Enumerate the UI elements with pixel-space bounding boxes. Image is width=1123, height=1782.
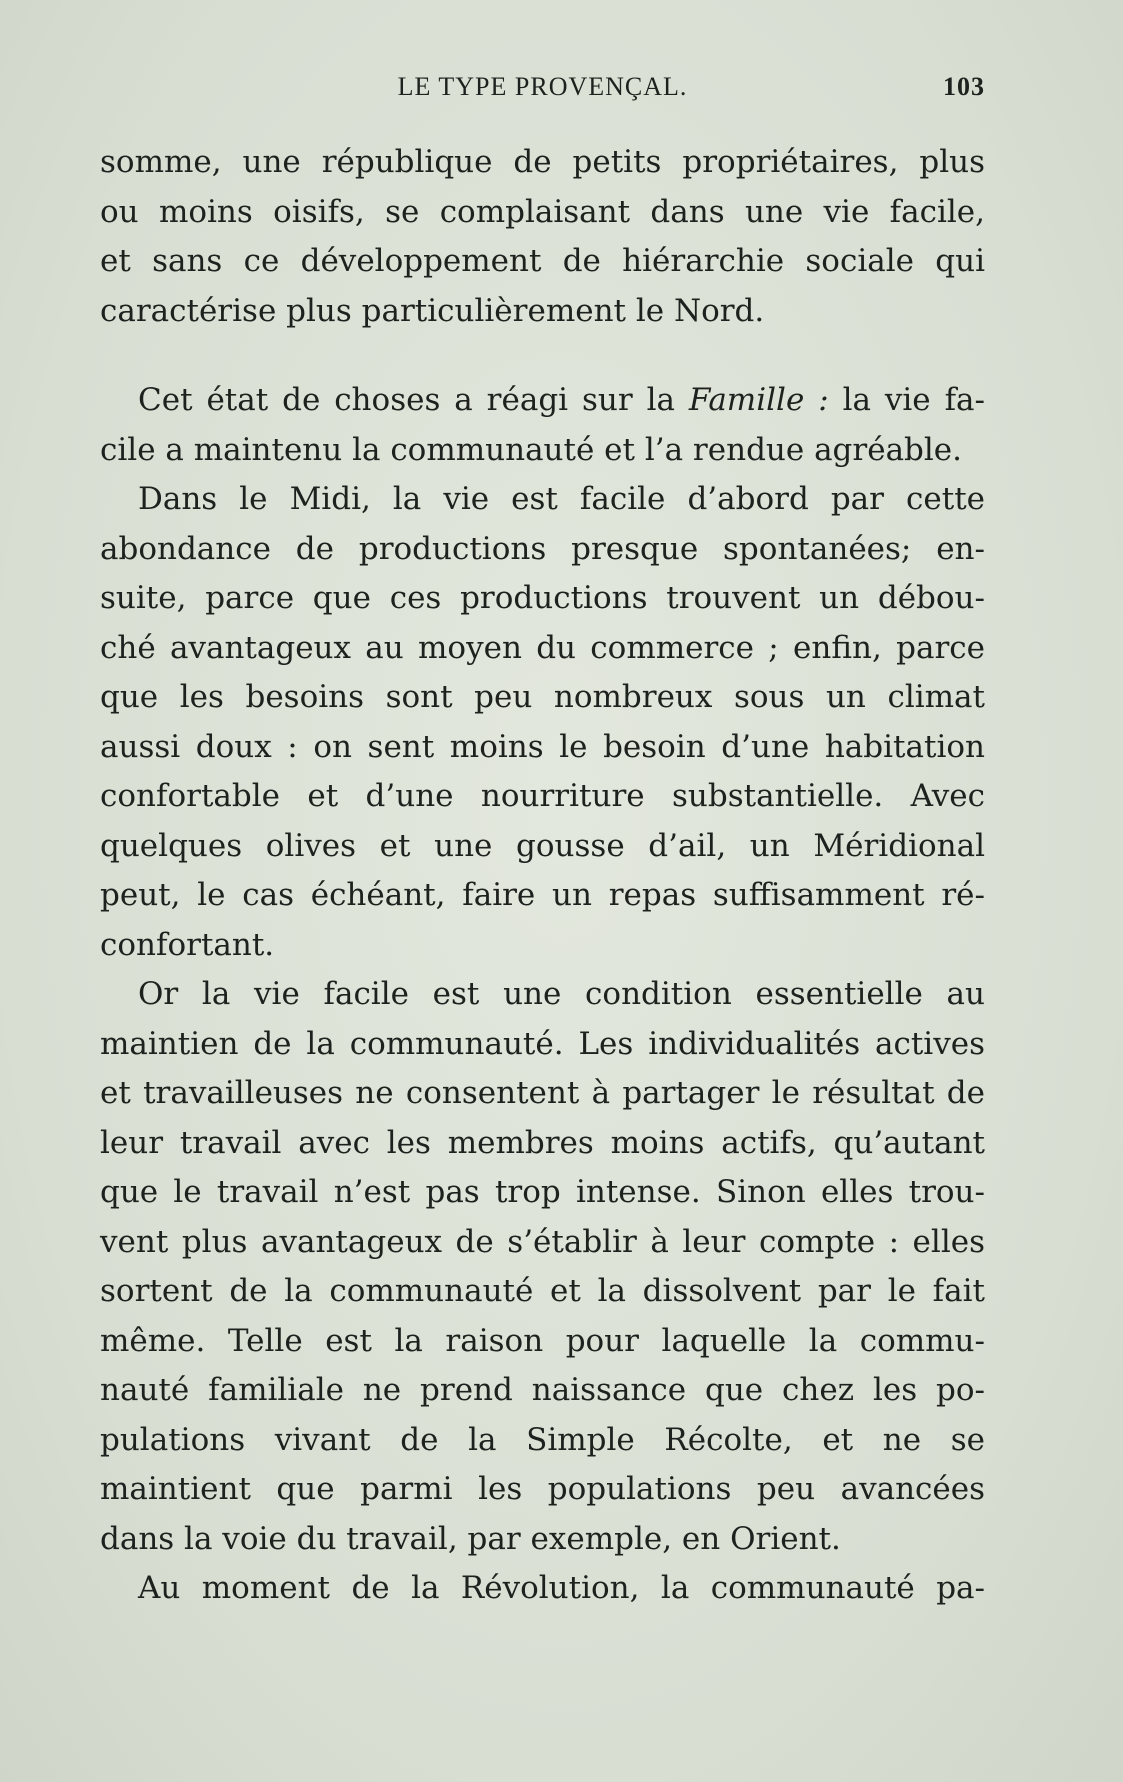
paragraph-4-line-12: dans la voie du travail, par exemple, en Orient.: [100, 1520, 841, 1557]
paragraph-3-line-7: confortable et d’une nourriture substantielle. Avec: [100, 778, 985, 814]
paragraph-3-line-5: que les besoins sont peu nombreux sous un climat: [100, 679, 985, 715]
paragraph-4-line-11: maintient que parmi les populations peu avancées: [100, 1471, 985, 1507]
paragraph-3-line-4: ché avantageux au moyen du commerce ; enfin, parce: [100, 629, 985, 666]
paragraph-1-line-4: caractérise plus particulièrement le Nord.: [100, 292, 765, 329]
page-number: 103: [943, 72, 985, 101]
paragraph-1-line-2: ou moins oisifs, se complaisant dans une vie facile,: [100, 193, 985, 230]
paragraph-3-line-3: suite, parce que ces productions trouvent un débou-: [100, 580, 985, 616]
paragraph-4-line-5: que le travail n’est pas trop intense. Sinon elles trou-: [100, 1174, 985, 1210]
paragraph-4-line-8: même. Telle est la raison pour laquelle la commu-: [100, 1322, 985, 1359]
paragraph-3-line-2: abondance de productions presque spontanées; en-: [100, 530, 985, 567]
paragraph-3-line-8: quelques olives et une gousse d’ail, un Méridional: [100, 827, 985, 864]
paragraph-4-line-1: Or la vie facile est une condition essentielle au: [138, 976, 985, 1012]
paragraph-4-line-10: pulations vivant de la Simple Récolte, et ne se: [100, 1421, 985, 1458]
paragraph-2-text-start: Cet état de choses a réagi sur la: [138, 382, 689, 418]
body-text: [100, 138, 985, 1614]
page-header: [100, 72, 985, 112]
paragraph-4-line-6: vent plus avantageux de s’établir à leur compte : elles: [100, 1223, 985, 1260]
paragraph-gap: [100, 336, 985, 376]
paragraph-1-line-3: et sans ce développement de hiérarchie sociale qui: [100, 243, 985, 279]
paragraph-2-text-end: la vie fa-: [828, 382, 986, 418]
paragraph-3-line-9: peut, le cas échéant, faire un repas suffisamment ré-: [100, 877, 985, 913]
paragraph-3-line-10: confortant.: [100, 926, 275, 963]
paragraph-3-line-6: aussi doux : on sent moins le besoin d’une habitation: [100, 728, 985, 765]
paragraph-4-line-4: leur travail avec les membres moins actifs, qu’autant: [100, 1124, 985, 1161]
paragraph-5-line-1: Au moment de la Révolution, la communauté pa-: [138, 1570, 985, 1606]
paragraph-4-line-2: maintien de la communauté. Les individualités actives: [100, 1025, 985, 1062]
paragraph-4-line-7: sortent de la communauté et la dissolvent par le fait: [100, 1273, 985, 1309]
paragraph-3-line-1: Dans le Midi, la vie est facile d’abord par cette: [138, 481, 985, 517]
paragraph-2-italic-term: Famille :: [688, 382, 829, 418]
paragraph-2-line-1: [100, 376, 985, 426]
paragraph-4-line-3: et travailleuses ne consentent à partager le résultat de: [100, 1075, 985, 1111]
paragraph-4-line-9: nauté familiale ne prend naissance que chez les po-: [100, 1372, 985, 1408]
running-title: LE TYPE PROVENÇAL.: [397, 72, 688, 101]
paragraph-1-line-1: somme, une république de petits propriétaires, plus: [100, 144, 985, 180]
paragraph-2-line-2: cile a maintenu la communauté et l’a rendue agréable.: [100, 431, 963, 468]
